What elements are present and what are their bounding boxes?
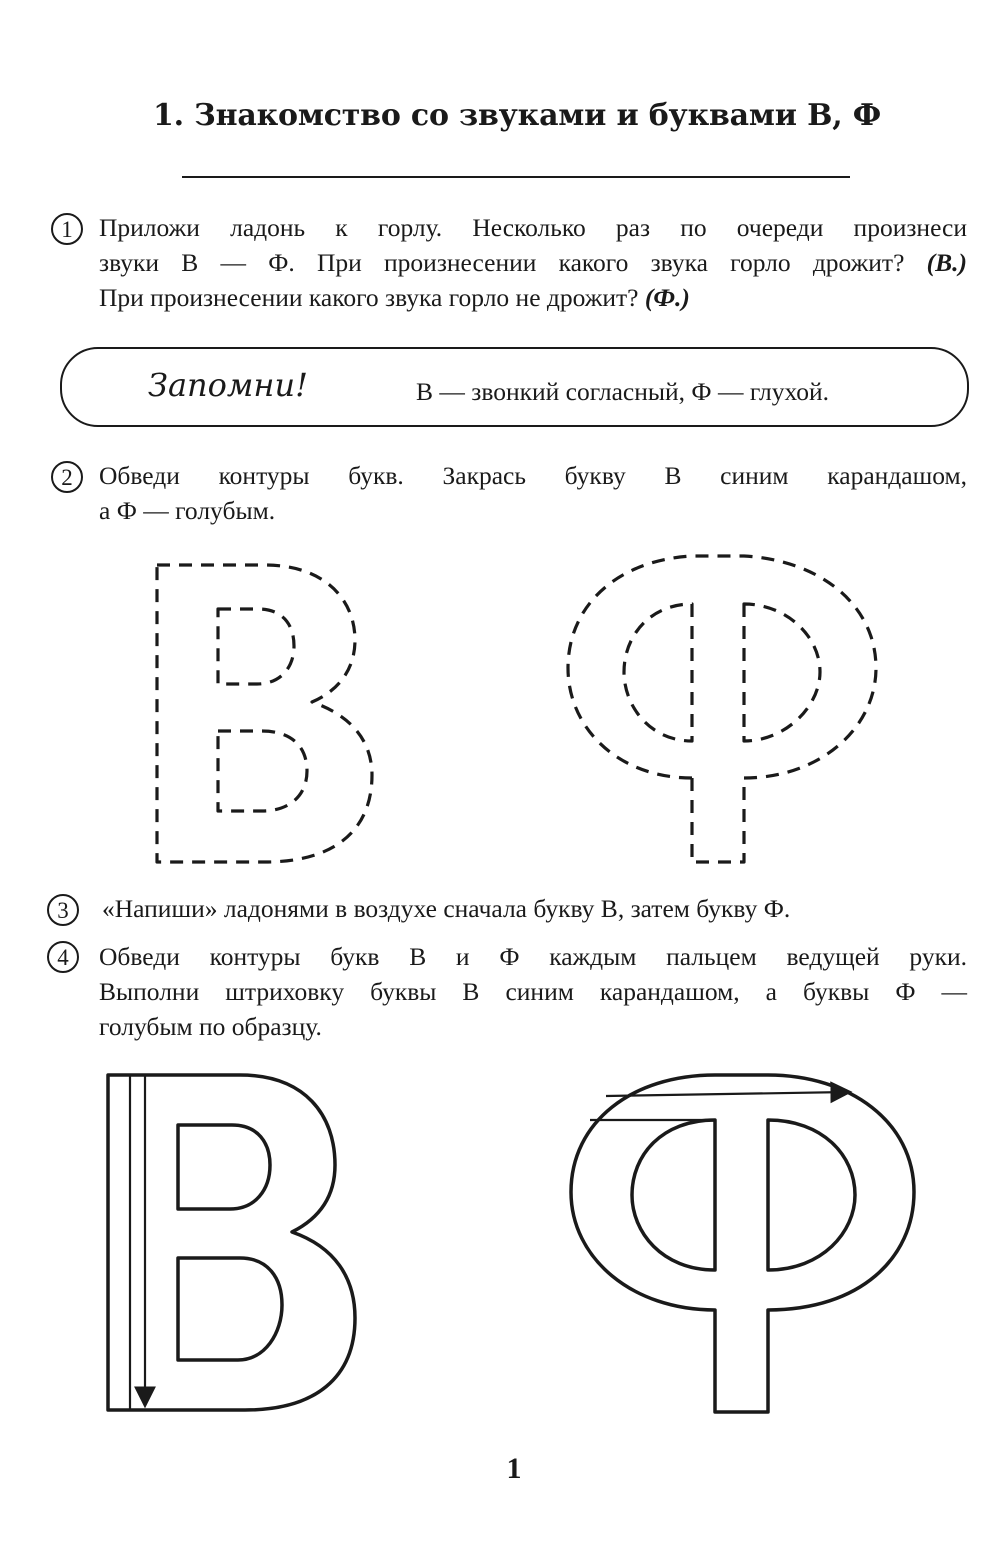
remember-label: Запомни! [148, 366, 308, 404]
page-title: 1. Знакомство со звуками и буквами В, Ф [153, 98, 881, 133]
task-3-line-1: «Напиши» ладонями в воздухе сначала букву В, затем букву Ф. [102, 894, 791, 923]
task-1-answer-2: (Ф.) [644, 283, 690, 312]
outline-letter-b-upper-counter [178, 1125, 270, 1209]
task-1-number: 1 [51, 213, 83, 245]
remember-text: В — звонкий согласный, Ф — глухой. [416, 377, 830, 406]
dashed-letter-f-right-counter [744, 604, 820, 741]
outline-letter-b-lower-counter [178, 1258, 282, 1360]
task-1-answer-1: (В.) [926, 248, 967, 277]
task-1-line-3 [99, 280, 967, 315]
f-hatch-arrow [606, 1092, 848, 1096]
task-3-text [102, 891, 970, 926]
outline-letter-f-right-counter [768, 1120, 855, 1270]
task-2-number: 2 [51, 461, 83, 493]
task-4-number: 4 [47, 941, 79, 973]
task-1-line-3-text: При произнесении какого звука горло не дрожит? [99, 283, 639, 312]
task-1-line-1: Приложи ладонь к горлу. Несколько раз по очереди произнеси [99, 213, 967, 242]
remember-box [60, 347, 969, 427]
task-4-text [99, 939, 967, 1044]
task-2-text [99, 458, 967, 528]
task-2-line-2: а Ф — голубым. [99, 496, 276, 525]
outline-letters-figure [0, 1060, 1000, 1420]
dashed-letter-f-left-counter [624, 604, 692, 741]
dashed-letter-b-lower-counter [218, 731, 307, 811]
dashed-letter-f-outline [568, 556, 876, 862]
dashed-letters-figure [0, 540, 1000, 870]
task-4-line-1: Обведи контуры букв В и Ф каждым пальцем ведущей руки. [99, 942, 967, 971]
task-3-number: 3 [47, 894, 79, 926]
outline-letter-f [571, 1075, 914, 1412]
outline-letter-f-left-counter [632, 1120, 715, 1270]
task-1-text [99, 210, 967, 315]
task-4-line-2: Выполни штриховку буквы В синим карандашом, а буквы Ф — [99, 977, 967, 1006]
task-1-line-2 [99, 245, 967, 280]
title-divider [182, 176, 850, 178]
task-1-line-2-text: звуки В — Ф. При произнесении какого звука горло дрожит? [99, 248, 905, 277]
task-2-line-1: Обведи контуры букв. Закрась букву В синим карандашом, [99, 461, 967, 490]
dashed-letter-b-upper-counter [218, 609, 294, 684]
task-4-line-3: голубым по образцу. [99, 1012, 322, 1041]
page-number: 1 [506, 1452, 522, 1485]
